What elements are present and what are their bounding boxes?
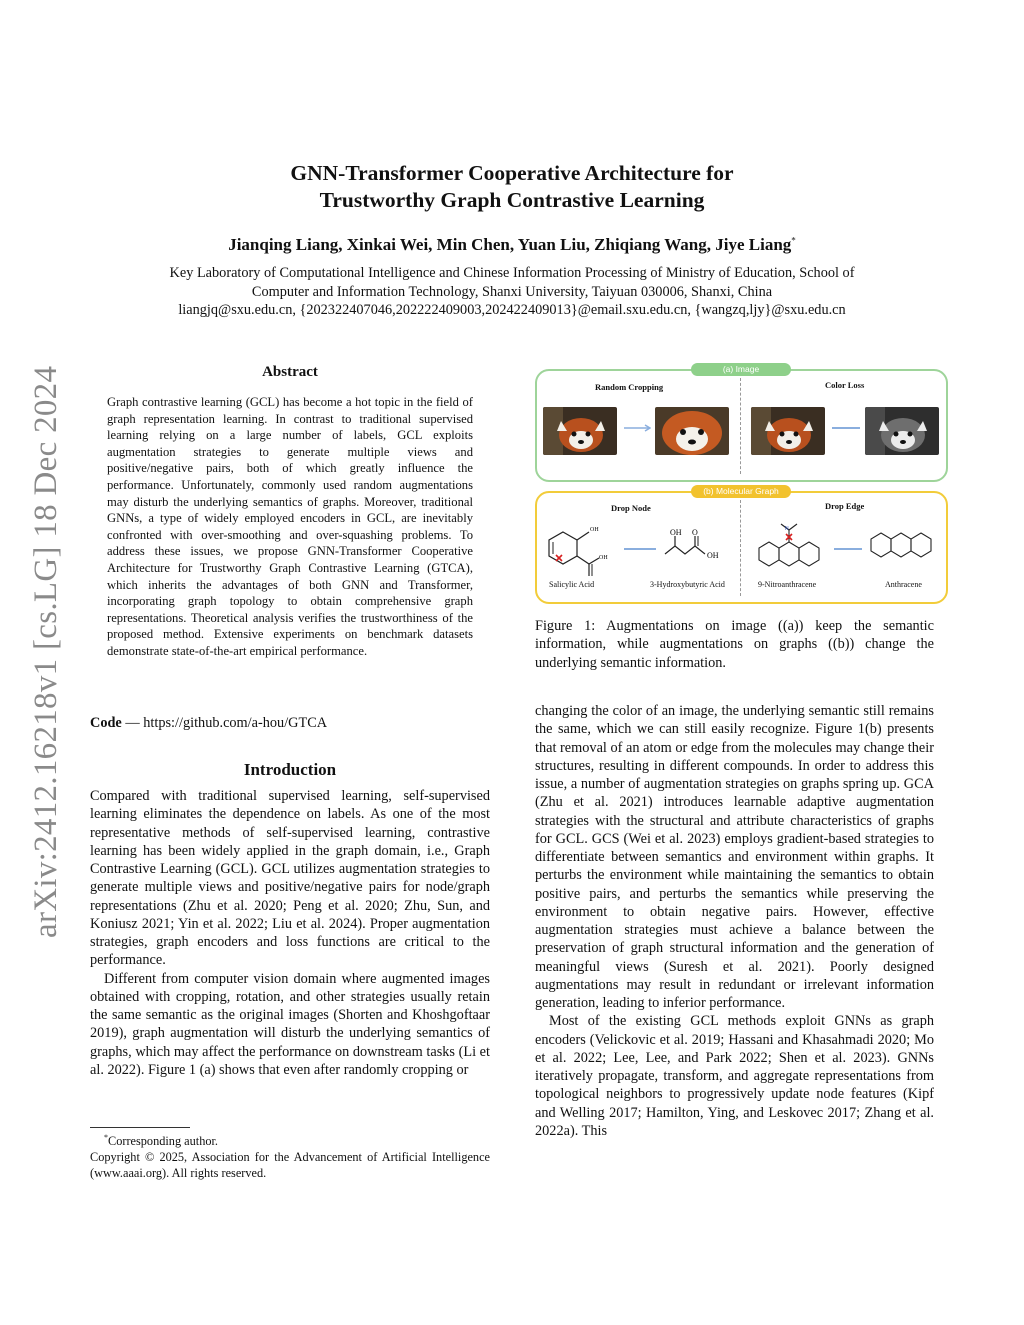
drop-node-arrow-icon: [623, 544, 657, 554]
salicylic-acid-structure: [541, 518, 621, 580]
anthracene-label: Anthracene: [885, 580, 922, 589]
code-label: Code: [90, 715, 122, 731]
code-url[interactable]: https://github.com/a-hou/GTCA: [143, 715, 328, 731]
code-separator: —: [121, 715, 144, 731]
author-names: Jianqing Liang, Xinkai Wei, Min Chen, Yuan Liu, Zhiqiang Wang, Jiye Liang: [228, 235, 792, 254]
abstract-text: Graph contrastive learning (GCL) has become a hot topic in the field of graph representation learning. In contrast to traditional supervised learning relying on a large number of labels, GCL exploits augmentation strategies to generate multiple views and positive/negative pairs, both of which greatly influence the performance. Unfortunately, commonly used random augmentations may disturb the underlying semantics of graphs. Moreover, traditional GNNs, a type of widely employed encoders in GCL, are inevitably confronted with over-smoothing and over-squashing problems. To address these issues, we propose GNN-Transformer Cooperative Architecture for Trustworthy Graph Contrastive Learning (GTCA), which inherits the advantages of both GNN and Transformer, incorporating graph topology to obtain comprehensive graph representations. Theoretical analysis verifies the trustworthiness of the proposed method. Extensive experiments on benchmark datasets demonstrate state-of-the-art empirical performance.: [107, 395, 473, 658]
nitroanthracene-structure: [749, 512, 841, 574]
footnote-corresponding: [90, 1130, 490, 1149]
figure-1-caption: Figure 1: Augmentations on image ((a)) keep the semantic information, while augmentations on graphs ((b)) change the underlying semantic information.: [535, 618, 934, 671]
salicylic-acid-label: Salicylic Acid: [549, 580, 595, 589]
footnote-rule: [90, 1127, 190, 1128]
drop-edge-label: Drop Edge: [825, 501, 865, 511]
color-loss-arrow-icon: [831, 423, 861, 433]
color-loss-label: Color Loss: [825, 380, 865, 390]
drop-node-label: Drop Node: [611, 503, 651, 513]
drop-edge-arrow-icon: [833, 544, 863, 554]
panel-b-divider: [740, 500, 741, 596]
title-line-1: GNN-Transformer Cooperative Architecture for: [290, 161, 734, 185]
footnote: [90, 1130, 490, 1181]
red-panda-original-photo-2: [751, 407, 825, 455]
hydroxybutyric-acid-structure: [661, 526, 731, 566]
o-atom-label: O: [692, 528, 698, 537]
crop-arrow-icon: [623, 423, 651, 433]
paper-title: [0, 160, 1024, 214]
red-panda-cropped-photo: [655, 407, 729, 455]
svg-text:OH: OH: [599, 555, 608, 561]
introduction-heading: Introduction: [243, 760, 337, 779]
copyright-notice: Copyright © 2025, Association for the Advancement of Artificial Intelligence (www.aaai.org). All rights reserved.: [90, 1150, 490, 1181]
title-line-2: Trustworthy Graph Contrastive Learning: [319, 188, 705, 212]
affiliation-line-2: Computer and Information Technology, Shanxi University, Taiyuan 030006, Shanxi, China: [251, 283, 773, 300]
panel-a-label: (a) Image: [691, 363, 791, 376]
abstract-heading: Abstract: [262, 364, 318, 380]
footnote-mark: *: [104, 1133, 108, 1142]
arxiv-identifier: arXiv:2412.16218v1 [cs.LG] 18 Dec 2024: [28, 365, 64, 938]
oh-atom-label: OH: [670, 528, 682, 537]
footnote-text: Corresponding author.: [108, 1134, 218, 1149]
svg-text:OH: OH: [590, 527, 599, 533]
code-link-line: [90, 715, 327, 732]
affiliation-line-1: Key Laboratory of Computational Intelligence and Chinese Information Processing of Ministry of Education, School of: [169, 265, 855, 281]
panel-a-divider: [740, 378, 741, 474]
introduction-body: [90, 787, 490, 1079]
author-list: [0, 235, 1024, 255]
anthracene-structure: [869, 530, 941, 562]
intro-paragraph-2: Different from computer vision domain where augmented images obtained with cropping, rotation, and other strategies usually retain the same semantic as the original images (Shorten and Khoshgoftaar 2019), graph augmentation will disturb the underlying semantics of graphs, which may affect the performance on downstream tasks (Li et al. 2022). Figure 1 (a) shows that even after randomly cropping or: [90, 970, 490, 1078]
red-panda-original-photo: [543, 407, 617, 455]
right-paragraph-2: Most of the existing GCL methods exploit GNNs as graph encoders (Velickovic et al. 2019; Hassani and Khasahmadi 2020; Mo et al. 2022; Lee, Lee, and Park 2022; Shen et al. 2023). GNNs iteratively propagate, transform, and aggregate representations from topological neighbors to progressively update node features (Kipf and Welling 2017; Hamilton, Ying, and Leskovec 2017; Zhang et al. 2022a). This: [535, 1013, 934, 1139]
intro-paragraph-1: Compared with traditional supervised learning, self-supervised learning eliminates the dependence on labels. As one of the most representative methods of self-supervised learning, contrastive learning has been widely applied in the graph domain, i.e., Graph Contrastive Learning (GCL). GCL utilizes augmentation strategies to generate multiple views and positive/negative pairs for node/graph representations (Zhu et al. 2020; Peng et al. 2020; Zhu, Sun, and Koniusz 2021; Yin et al. 2022; Liu et al. 2024). Proper augmentation strategies, graph encoders and loss functions are critical to the performance.: [90, 788, 490, 969]
right-paragraph-1: changing the color of an image, the underlying semantic still remains the same, which we can still easily recognize. Figure 1(b) presents that removal of an atom or edge from the molecules may change their structures, resulting in different compounds. In order to address this issue, a number of augmentation strategies on graphs spring up. GCA (Zhu et al. 2021) introduces learnable adaptive augmentation strategies with the structural and attribute characteristics of graphs for GCL. GCS (Wei et al. 2023) employs gradient-based strategies to differentiate between semantics and environment within graphs. It perturbs the environment while maintaining the semantics to obtain positive pairs, and perturbs the semantics while preserving the environment to obtain negative pairs. However, effective augmentation strategies must achieve a balance between the preservation of graph structural information and the generation of meaningful views (Suresh et al. 2021). Poorly designed augmentations may result in redundant or irrelevant information generation, leading to inferior performance.: [535, 703, 934, 1011]
panel-b-label: (b) Molecular Graph: [691, 485, 791, 498]
figure-1: [533, 360, 948, 604]
corresponding-mark: *: [791, 235, 796, 246]
affiliation-emails: liangjq@sxu.edu.cn, {202322407046,202222409003,202422409013}@email.sxu.edu.cn, {wangzq,ljy}@sxu.edu.cn: [178, 302, 846, 318]
hydroxybutyric-acid-label: 3-Hydroxybutyric Acid: [650, 580, 725, 589]
right-column-body: [535, 702, 934, 1140]
svg-text:N: N: [785, 526, 789, 532]
random-cropping-label: Random Cropping: [595, 382, 664, 392]
oh-atom-label-2: OH: [707, 551, 719, 560]
nitroanthracene-label: 9-Nitroanthracene: [758, 580, 817, 589]
red-panda-grayscale-photo: [865, 407, 939, 455]
affiliation: [100, 264, 924, 320]
